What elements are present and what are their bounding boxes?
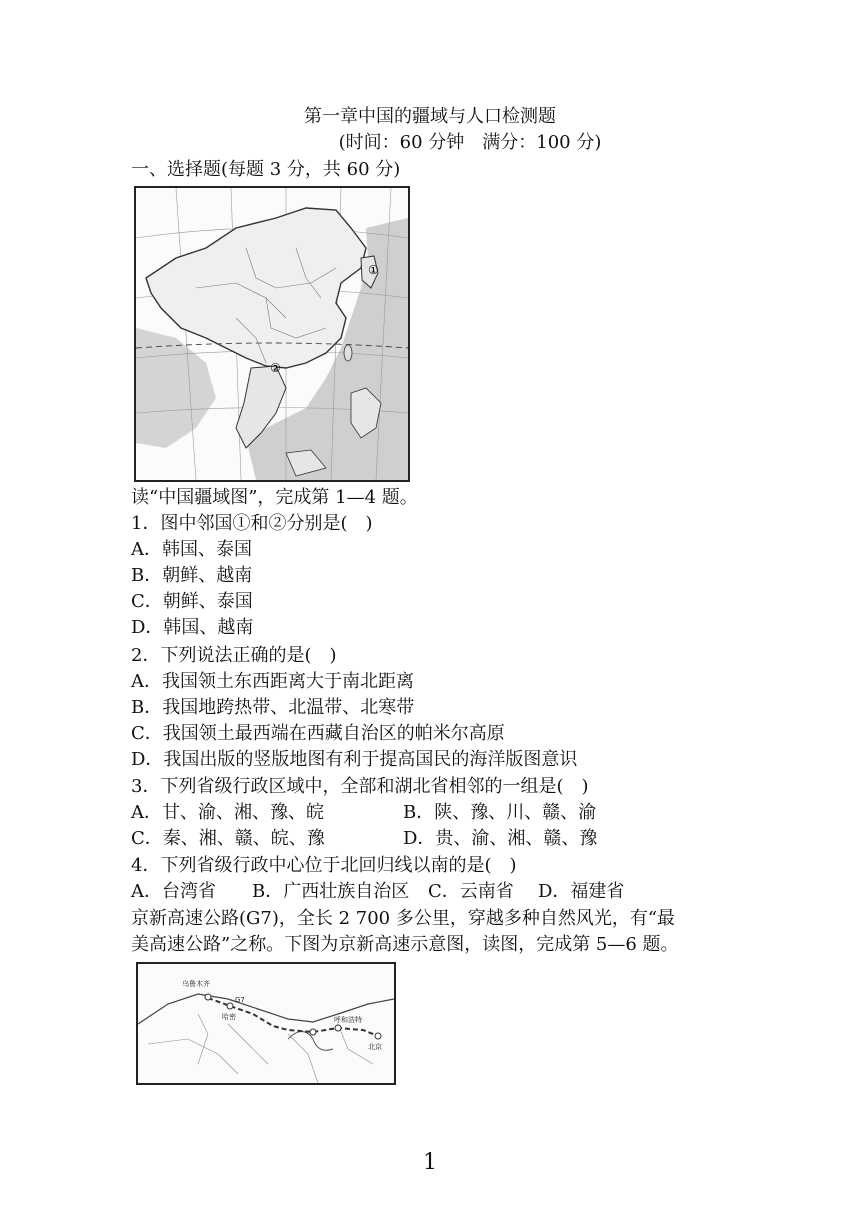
question-3-row-1	[131, 800, 596, 826]
map-label-1: ①	[368, 263, 379, 277]
china-territory-map	[134, 186, 410, 482]
question-3-option-a: A．甘、渝、湘、豫、皖	[131, 802, 324, 823]
city-urumqi: 乌鲁木齐	[182, 980, 210, 988]
expressway-map-drawing	[138, 964, 394, 1083]
city-hohhot: 呼和浩特	[334, 1016, 362, 1024]
route-label: G7	[235, 996, 245, 1004]
page-number: 1	[423, 1150, 437, 1175]
question-1-option-d: D．韩国、越南	[131, 617, 254, 638]
question-1-option-c: C．朝鲜、泰国	[131, 591, 253, 612]
city-beijing: 北京	[368, 1043, 382, 1051]
question-2-option-d: D．我国出版的竖版地图有利于提高国民的海洋版图意识	[131, 749, 578, 770]
intro-expressway-line-2: 美高速公路”之称。下图为京新高速示意图，读图，完成第 5—6 题。	[131, 934, 679, 955]
question-1-stem: 1．图中邻国①和②分别是( )	[131, 513, 373, 534]
question-4-options	[131, 879, 624, 905]
page-subtitle: (时间：60 分钟 满分：100 分)	[338, 132, 602, 153]
question-2-option-a: A．我国领土东西距离大于南北距离	[131, 671, 414, 692]
question-2-stem: 2．下列说法正确的是( )	[131, 645, 337, 666]
question-3-option-b: B．陕、豫、川、赣、渝	[403, 802, 597, 823]
question-4-stem: 4．下列省级行政中心位于北回归线以南的是( )	[131, 855, 517, 876]
question-4-option-b: B．广西壮族自治区	[252, 881, 410, 902]
question-3-option-c: C．秦、湘、赣、皖、豫	[131, 828, 325, 849]
page-title: 第一章中国的疆域与人口检测题	[304, 106, 556, 127]
question-1-option-a: A．韩国、泰国	[131, 539, 252, 560]
question-3-option-d: D．贵、渝、湘、赣、豫	[403, 828, 598, 849]
question-3-row-2	[131, 826, 597, 852]
question-4-option-a: A．台湾省	[131, 881, 216, 902]
intro-expressway-line-1: 京新高速公路(G7)，全长 2 700 多公里，穿越多种自然风光，有“最	[131, 908, 676, 929]
question-4-option-c: C．云南省	[428, 881, 514, 902]
question-1-option-b: B．朝鲜、越南	[131, 565, 253, 586]
intro-map1: 读“中国疆域图”，完成第 1—4 题。	[131, 487, 418, 508]
territory-map-drawing	[136, 188, 408, 480]
question-2-option-c: C．我国领土最西端在西藏自治区的帕米尔高原	[131, 723, 505, 744]
question-4-option-d: D．福建省	[538, 881, 625, 902]
question-2-option-b: B．我国地跨热带、北温带、北寒带	[131, 697, 415, 718]
question-3-stem: 3．下列省级行政区域中，全部和湖北省相邻的一组是( )	[131, 776, 589, 797]
expressway-map	[136, 962, 396, 1085]
city-hami: 哈密	[222, 1013, 236, 1021]
section-heading: 一、选择题(每题 3 分，共 60 分)	[131, 159, 401, 180]
map-label-2: ②	[270, 361, 281, 375]
